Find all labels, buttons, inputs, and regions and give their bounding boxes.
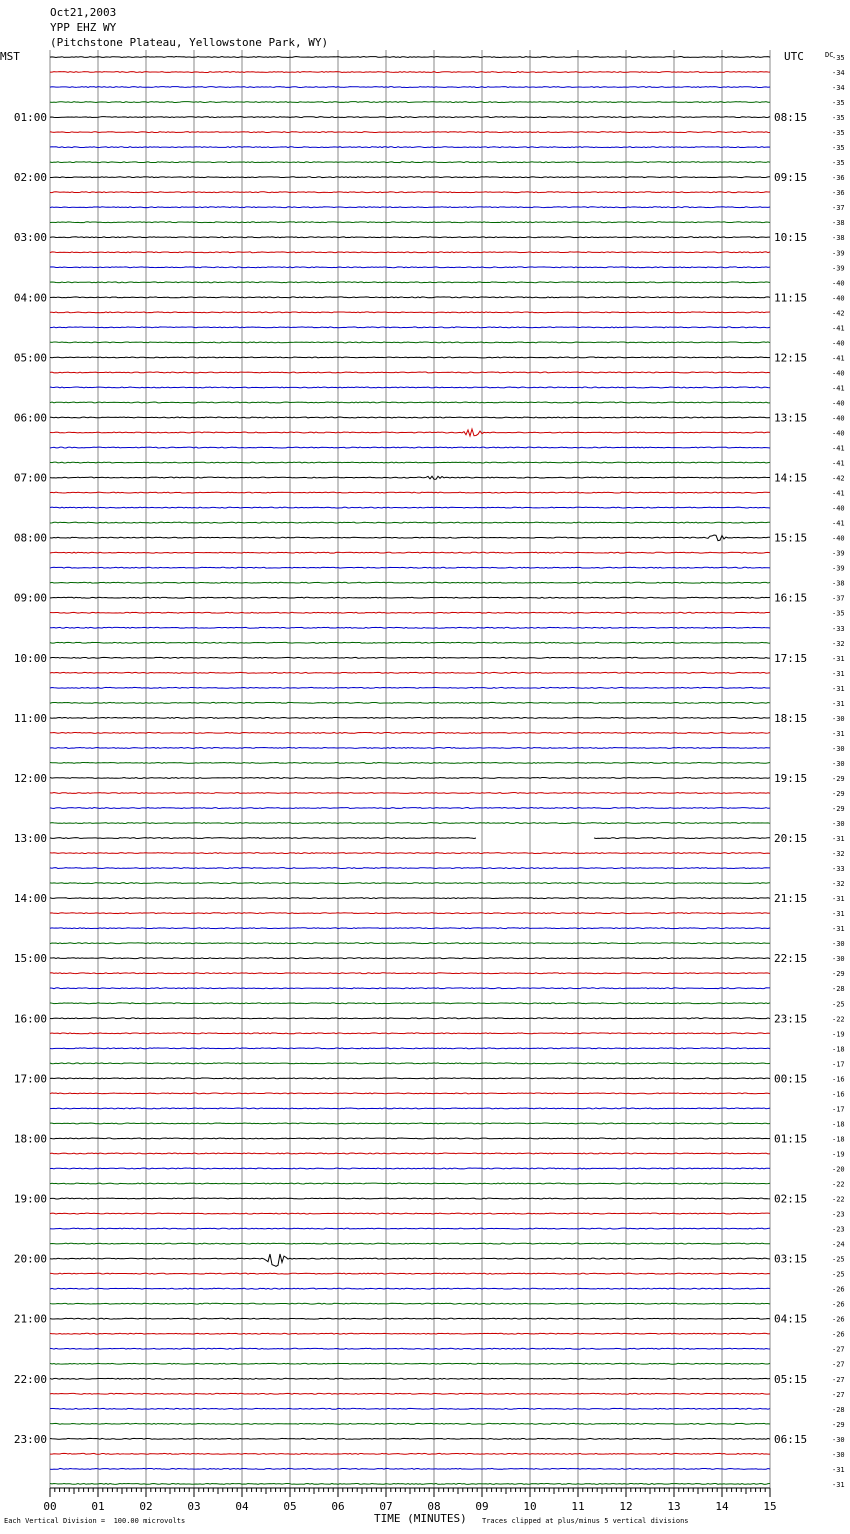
- dc-offset-label: -19: [832, 1030, 845, 1039]
- x-tick-label: 04: [235, 1500, 249, 1513]
- mst-hour-label: 12:00: [13, 771, 47, 785]
- trace-row-59: [50, 943, 770, 944]
- x-tick-label: 13: [667, 1500, 681, 1513]
- trace-row-13: [50, 252, 770, 253]
- mst-hour-label: 14:00: [13, 892, 47, 906]
- x-tick-label: 09: [475, 1500, 489, 1513]
- dc-offset-label: -22: [832, 1180, 845, 1189]
- utc-hour-label: 11:15: [774, 291, 808, 305]
- trace-row-62: [50, 988, 770, 989]
- dc-offset-label: -38: [832, 234, 845, 243]
- mst-hour-label: 16:00: [13, 1012, 47, 1026]
- dc-offset-label: -35: [832, 144, 845, 153]
- dc-offset-label: -30: [832, 955, 845, 964]
- trace-row-50: [50, 808, 770, 809]
- trace-row-65: [50, 1033, 770, 1034]
- dc-offset-label: -40: [832, 534, 845, 543]
- dc-offset-label: -31: [832, 669, 845, 678]
- utc-hour-label: 22:15: [774, 952, 808, 966]
- mst-hour-label: 15:00: [13, 952, 47, 966]
- dc-offset-label: -16: [832, 1090, 845, 1099]
- trace-row-20: [50, 357, 770, 358]
- dc-offset-label: -40: [832, 339, 845, 348]
- dc-offset-label: -41: [832, 354, 845, 363]
- x-tick-label: 11: [571, 1500, 585, 1513]
- dc-offset-label: -18: [832, 1120, 845, 1129]
- dc-offset-label: -30: [832, 1450, 845, 1459]
- dc-offset-label: -41: [832, 519, 845, 528]
- trace-row-7: [50, 162, 770, 163]
- trace-row-86: [50, 1348, 770, 1349]
- dc-offset-label: -36: [832, 189, 845, 198]
- dc-offset-label: -17: [832, 1060, 845, 1069]
- trace-row-57: [50, 913, 770, 914]
- trace-row-31: [50, 522, 770, 523]
- x-tick-label: 15: [763, 1500, 777, 1513]
- trace-row-46: [50, 747, 770, 748]
- utc-hour-label: 14:15: [774, 471, 808, 485]
- dc-offset-label: -42: [832, 309, 845, 318]
- mst-hour-label: 04:00: [13, 291, 47, 305]
- dc-offset-label: -32: [832, 880, 845, 889]
- trace-row-32: [50, 535, 770, 541]
- dc-offset-label: -31: [832, 835, 845, 844]
- trace-row-0: [50, 57, 770, 58]
- utc-hour-label: 21:15: [774, 892, 808, 906]
- dc-offset-label: -29: [832, 805, 845, 813]
- dc-offset-label: -24: [832, 1240, 845, 1249]
- mst-hour-label: 06:00: [13, 411, 47, 425]
- footer-clip-note: Traces clipped at plus/minus 5 vertical divisions: [482, 1517, 689, 1525]
- mst-hour-label: 23:00: [13, 1432, 47, 1446]
- utc-hour-label: 18:15: [774, 711, 808, 725]
- dc-offset-label: -25: [832, 1255, 845, 1264]
- dc-offset-label: -17: [832, 1105, 845, 1114]
- footer-scale-note: Each Vertical Division = 100.00 microvolts: [4, 1517, 186, 1525]
- trace-row-58: [50, 928, 770, 929]
- trace-row-10: [50, 207, 770, 208]
- mst-hour-label: 08:00: [13, 531, 47, 545]
- utc-hour-label: 20:15: [774, 832, 808, 846]
- trace-row-95: [50, 1483, 770, 1484]
- trace-row-72: [50, 1138, 770, 1139]
- mst-hour-label: 01:00: [13, 111, 47, 125]
- dc-offset-label: -29: [832, 789, 845, 798]
- dc-offset-label: -18: [832, 1135, 845, 1144]
- dc-offset-label: -31: [832, 1480, 845, 1489]
- dc-offset-label: -31: [832, 654, 845, 663]
- trace-row-67: [50, 1063, 770, 1064]
- trace-row-5: [50, 132, 770, 133]
- dc-offset-label: -22: [832, 1195, 845, 1204]
- dc-offset-label: -34: [832, 69, 845, 78]
- trace-row-28: [50, 476, 770, 479]
- trace-row-93: [50, 1453, 770, 1454]
- trace-row-34: [50, 567, 770, 568]
- utc-hour-label: 00:15: [774, 1072, 808, 1086]
- dc-offset-label: -36: [832, 174, 845, 183]
- trace-row-87: [50, 1363, 770, 1364]
- dc-offset-label: -35: [832, 159, 845, 168]
- dc-offset-label: -35: [832, 114, 845, 123]
- utc-hour-label: 03:15: [774, 1252, 808, 1266]
- trace-row-29: [50, 492, 770, 493]
- dc-offset-label: -31: [832, 729, 845, 738]
- mst-hour-label: 10:00: [13, 651, 47, 665]
- trace-row-73: [50, 1153, 770, 1154]
- dc-offset-label: -27: [832, 1390, 845, 1399]
- utc-hour-label: 06:15: [774, 1432, 808, 1446]
- chart-date: Oct21,2003: [50, 6, 117, 19]
- trace-row-77: [50, 1213, 770, 1214]
- trace-row-55: [50, 883, 770, 884]
- station-location: (Pitchstone Plateau, Yellowstone Park, WY): [50, 36, 329, 49]
- x-tick-label: 12: [619, 1500, 633, 1513]
- mst-hour-label: 18:00: [13, 1132, 47, 1146]
- trace-row-22: [50, 387, 770, 388]
- trace-row-63: [50, 1003, 770, 1004]
- trace-row-85: [50, 1333, 770, 1334]
- trace-row-11: [50, 222, 770, 223]
- dc-offset-label: -28: [832, 985, 845, 994]
- dc-offset-label: -33: [832, 865, 845, 874]
- seismic-traces: [50, 57, 770, 1485]
- trace-row-9: [50, 192, 770, 193]
- x-tick-label: 10: [523, 1500, 537, 1513]
- trace-row-25: [50, 429, 770, 436]
- dc-offset-label: -31: [832, 895, 845, 904]
- trace-row-40: [50, 657, 770, 658]
- utc-hour-label: 04:15: [774, 1312, 808, 1326]
- dc-offset-label: -32: [832, 850, 845, 859]
- trace-row-70: [50, 1108, 770, 1109]
- dc-offset-label: -35: [832, 609, 845, 618]
- dc-offset-label: -23: [832, 1225, 845, 1234]
- utc-hour-label: 23:15: [774, 1012, 808, 1026]
- dc-offset-label: -31: [832, 1465, 845, 1474]
- mst-hour-label: 22:00: [13, 1372, 47, 1386]
- dc-offset-label: -32: [832, 639, 845, 648]
- utc-hour-label: 05:15: [774, 1372, 808, 1386]
- mst-hour-label: 05:00: [13, 351, 47, 365]
- mst-hour-label: 19:00: [13, 1192, 47, 1206]
- mst-hour-label: 02:00: [13, 171, 47, 185]
- trace-row-60: [50, 958, 770, 959]
- x-axis: [43, 1488, 776, 1513]
- dc-offset-label: -39: [832, 264, 845, 273]
- trace-row-36: [50, 597, 770, 598]
- utc-hour-label: 09:15: [774, 171, 808, 185]
- dc-offset-label: -38: [832, 219, 845, 228]
- trace-row-68: [50, 1078, 770, 1079]
- mst-hour-label: 21:00: [13, 1312, 47, 1326]
- trace-row-35: [50, 582, 770, 583]
- trace-row-23: [50, 402, 770, 403]
- dc-offset-label: -26: [832, 1285, 845, 1294]
- dc-offset-label: -26: [832, 1300, 845, 1309]
- mst-hour-label: 03:00: [13, 231, 47, 245]
- x-tick-label: 00: [43, 1500, 57, 1513]
- x-tick-label: 03: [187, 1500, 201, 1513]
- utc-hour-label: 17:15: [774, 651, 808, 665]
- dc-offset-label: -27: [832, 1345, 845, 1354]
- dc-offset-label: -28: [832, 1405, 845, 1414]
- dc-offset-label: -35: [832, 99, 845, 108]
- trace-row-83: [50, 1303, 770, 1304]
- dc-offset-label: -27: [832, 1360, 845, 1369]
- trace-row-12: [50, 237, 770, 238]
- trace-row-8: [50, 177, 770, 178]
- dc-offset-label: -35: [832, 129, 845, 138]
- mst-hour-label: 09:00: [13, 591, 47, 605]
- dc-offset-label: -40: [832, 294, 845, 303]
- dc-offset-labels: [832, 54, 845, 1489]
- trace-row-21: [50, 372, 770, 373]
- trace-row-89: [50, 1393, 770, 1394]
- trace-row-79: [50, 1243, 770, 1244]
- trace-row-17: [50, 312, 770, 313]
- trace-row-6: [50, 147, 770, 148]
- trace-row-82: [50, 1288, 770, 1289]
- trace-row-27: [50, 462, 770, 463]
- trace-row-61: [50, 973, 770, 974]
- utc-hour-label: 10:15: [774, 231, 808, 245]
- utc-hour-label: 08:15: [774, 111, 808, 125]
- trace-row-2: [50, 87, 770, 88]
- station-code: YPP EHZ WY: [50, 21, 117, 34]
- dc-offset-label: -35: [832, 54, 845, 62]
- trace-row-16: [50, 297, 770, 298]
- trace-row-90: [50, 1408, 770, 1409]
- trace-row-92: [50, 1438, 770, 1439]
- trace-row-66: [50, 1048, 770, 1049]
- dc-offset-label: -37: [832, 204, 845, 213]
- dc-offset-label: -33: [832, 624, 845, 633]
- mst-hour-label: 20:00: [13, 1252, 47, 1266]
- trace-row-52: [50, 838, 770, 839]
- dc-offset-label: -40: [832, 399, 845, 408]
- trace-row-41: [50, 672, 770, 673]
- dc-offset-label: -30: [832, 820, 845, 829]
- trace-row-1: [50, 72, 770, 73]
- dc-label: DC: [825, 51, 834, 59]
- mst-hour-label: 11:00: [13, 711, 47, 725]
- dc-offset-label: -25: [832, 1270, 845, 1279]
- trace-row-76: [50, 1198, 770, 1199]
- trace-row-94: [50, 1468, 770, 1469]
- trace-row-51: [50, 823, 770, 824]
- x-tick-label: 01: [91, 1500, 105, 1513]
- trace-row-45: [50, 732, 770, 733]
- dc-offset-label: -31: [832, 910, 845, 919]
- dc-offset-label: -31: [832, 684, 845, 693]
- dc-offset-label: -22: [832, 1015, 845, 1024]
- mst-hour-label: 07:00: [13, 471, 47, 485]
- x-axis-title: TIME (MINUTES): [374, 1512, 467, 1525]
- x-tick-label: 14: [715, 1500, 729, 1513]
- utc-hour-label: 16:15: [774, 591, 808, 605]
- trace-row-30: [50, 507, 770, 508]
- trace-row-64: [50, 1018, 770, 1019]
- trace-row-49: [50, 793, 770, 794]
- dc-offset-label: -16: [832, 1075, 845, 1084]
- trace-row-48: [50, 778, 770, 779]
- utc-hour-label: 02:15: [774, 1192, 808, 1206]
- dc-offset-label: -29: [832, 1420, 845, 1429]
- trace-row-39: [50, 642, 770, 643]
- trace-row-14: [50, 267, 770, 268]
- trace-row-33: [50, 552, 770, 553]
- trace-row-44: [50, 717, 770, 718]
- trace-row-56: [50, 898, 770, 899]
- trace-row-19: [50, 342, 770, 343]
- x-tick-label: 07: [379, 1500, 393, 1513]
- trace-row-18: [50, 327, 770, 328]
- trace-row-84: [50, 1318, 770, 1319]
- trace-row-38: [50, 627, 770, 628]
- trace-row-88: [50, 1378, 770, 1379]
- dc-offset-label: -18: [832, 1045, 845, 1054]
- dc-offset-label: -40: [832, 429, 845, 438]
- dc-offset-label: -30: [832, 759, 845, 768]
- trace-row-37: [50, 612, 770, 613]
- x-tick-label: 02: [139, 1500, 153, 1513]
- mst-axis-label: MST: [0, 50, 20, 63]
- trace-row-26: [50, 447, 770, 448]
- dc-offset-label: -26: [832, 1330, 845, 1339]
- dc-offset-label: -30: [832, 1435, 845, 1444]
- dc-offset-label: -41: [832, 384, 845, 393]
- mst-hour-labels: [14, 111, 47, 1446]
- dc-offset-label: -26: [832, 1315, 845, 1324]
- dc-offset-label: -40: [832, 414, 845, 423]
- trace-row-74: [50, 1168, 770, 1169]
- dc-offset-label: -31: [832, 925, 845, 934]
- trace-row-54: [50, 868, 770, 869]
- dc-offset-label: -31: [832, 699, 845, 708]
- dc-offset-label: -38: [832, 579, 845, 588]
- trace-row-47: [50, 762, 770, 763]
- trace-row-4: [50, 117, 770, 118]
- trace-row-78: [50, 1228, 770, 1229]
- utc-hour-label: 01:15: [774, 1132, 808, 1146]
- dc-offset-label: -29: [832, 970, 845, 979]
- trace-row-81: [50, 1273, 770, 1274]
- mst-hour-label: 17:00: [13, 1072, 47, 1086]
- trace-row-3: [50, 102, 770, 103]
- utc-hour-label: 12:15: [774, 351, 808, 365]
- dc-offset-label: -40: [832, 279, 845, 288]
- dc-offset-label: -27: [832, 1375, 845, 1384]
- utc-hour-label: 13:15: [774, 411, 808, 425]
- dc-offset-label: -30: [832, 714, 845, 723]
- trace-row-75: [50, 1183, 770, 1184]
- trace-row-24: [50, 417, 770, 418]
- dc-offset-label: -42: [832, 474, 845, 483]
- dc-offset-label: -25: [832, 1000, 845, 1009]
- dc-offset-label: -39: [832, 549, 845, 558]
- dc-offset-label: -37: [832, 594, 845, 603]
- x-tick-label: 05: [283, 1500, 297, 1513]
- trace-row-42: [50, 687, 770, 688]
- trace-row-43: [50, 702, 770, 703]
- dc-offset-label: -23: [832, 1210, 845, 1219]
- trace-row-71: [50, 1123, 770, 1124]
- dc-offset-label: -39: [832, 249, 845, 258]
- utc-axis-label: UTC: [784, 50, 804, 63]
- dc-offset-label: -29: [832, 774, 845, 783]
- dc-offset-label: -19: [832, 1150, 845, 1159]
- dc-offset-label: -40: [832, 504, 845, 513]
- dc-offset-label: -20: [832, 1165, 845, 1174]
- utc-hour-label: 15:15: [774, 531, 808, 545]
- dc-offset-label: -30: [832, 744, 845, 753]
- x-tick-label: 06: [331, 1500, 345, 1513]
- utc-hour-labels: [774, 111, 807, 1446]
- mst-hour-label: 13:00: [13, 832, 47, 846]
- dc-offset-label: -41: [832, 324, 845, 333]
- dc-offset-label: -41: [832, 489, 845, 498]
- trace-row-91: [50, 1423, 770, 1424]
- dc-offset-label: -39: [832, 564, 845, 573]
- dc-offset-label: -40: [832, 369, 845, 378]
- trace-row-69: [50, 1093, 770, 1094]
- trace-row-15: [50, 282, 770, 283]
- x-tick-label: 08: [427, 1500, 441, 1513]
- dc-offset-label: -41: [832, 444, 845, 453]
- trace-row-80: [50, 1254, 770, 1266]
- dc-offset-label: -34: [832, 84, 845, 93]
- dc-offset-label: -41: [832, 459, 845, 468]
- trace-row-53: [50, 853, 770, 854]
- dc-offset-label: -30: [832, 940, 845, 949]
- utc-hour-label: 19:15: [774, 771, 808, 785]
